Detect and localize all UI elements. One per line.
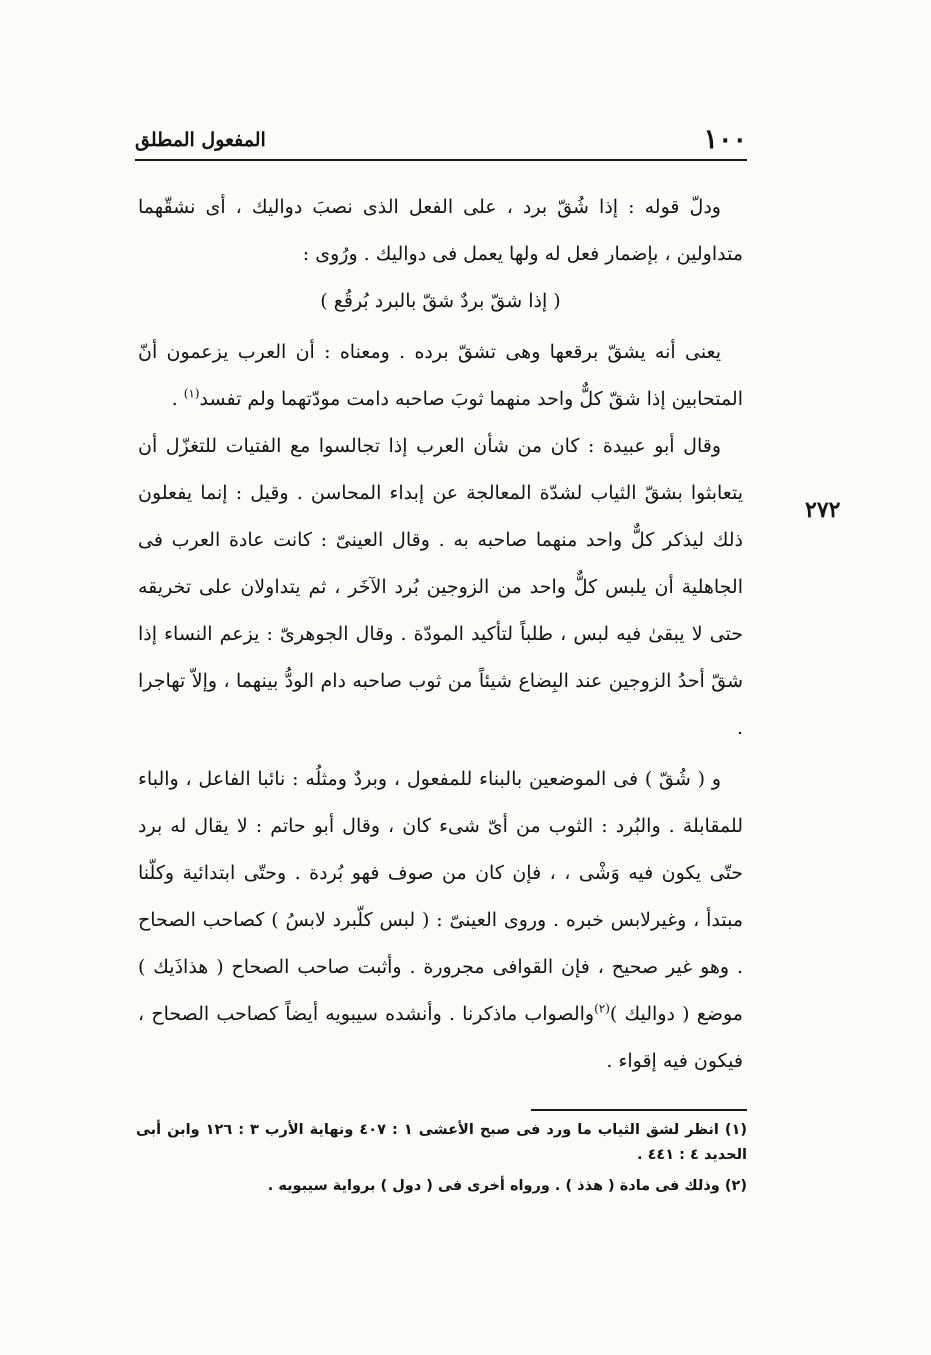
footnotes — [136, 1118, 747, 1205]
footnote-ref-2: (٢) — [594, 1001, 610, 1016]
page-number: ١٠٠ — [703, 124, 747, 155]
footnote-rule — [531, 1109, 747, 1111]
header-rule — [135, 159, 747, 161]
main-text — [138, 184, 743, 1085]
footnote-ref-1: (١) — [183, 386, 200, 401]
paragraph-1: ودلّ قوله : إذا شُقّ برد ، على الفعل الذى نصبَ دواليك ، أى نشقّهما متداولين ، بإضمار فعل له ولها يعمل فى دواليك . ورُوى : — [138, 196, 743, 265]
paragraph-3: وقال أبو عبيدة : كان من شأن العرب إذا تجالسوا مع الفتيات للتغزّل أن يتعابثوا بشقّ الثياب لشدّة المعالجة عن إبداء المحاسن . وقيل : إنما يفعلون ذلك ليذكر كلٌّ واحد منهما صاحبه به . وقال العينىّ : كانت عادة العرب فى الجاهلية أن يلبس كلٌّ واحد من الزوجين بُرد الآخَر ، ثم يتداولان على تخريقه حتى لا يبقىٰ فيه لبس ، طلباً لتأكيد المودّة . وقال الجوهرىّ : يزعم النساء إذا شقّ أحدُ الزوجين عند البِضاع شيئاً من ثوب صاحبه دام الودُّ بينهما ، وإلاّ تهاجرا . — [138, 435, 743, 739]
paragraph-2 — [138, 329, 743, 423]
paragraph-4 — [138, 756, 743, 1085]
page-header — [135, 122, 747, 158]
footnote-1: (١) انظر لشق الثياب ما ورد فى صبح الأعشى ١ : ٤٠٧ ونهاية الأرب ٣ : ١٢٦ وابن أبى الحديد ٤ : ٤٤١ . — [136, 1122, 747, 1163]
paragraph-4-text-a: و ( شُقّ ) فى الموضعين بالبناء للمفعول ، وبردٌ ومثلُه : نائبا الفاعل ، والباء للمقابلة . والبُرد : الثوب من أىّ شىء كان ، وقال أبو حاتم : لا يقال له برد حتّى يكون فيه وَشْى ، ، فإن كان من صوف فهو بُردة . وحتّى ابتدائية وكلّنا مبتدأ ، وغيرلابس خبره . وروى العينىّ : ( لبس كلّبرد لابسُ ) كصاحب الصحاح . وهو غير صحيح ، فإن القوافى مجرورة . وأثبت صاحب الصحاح ( هذاذَيك ) موضع ( دواليك ) — [138, 768, 743, 1025]
footnote-2: (٢) وذلك فى مادة ( هذذ ) . ورواه أخرى فى ( دول ) برواية سيبويه . — [267, 1178, 747, 1194]
paragraph-2-text: يعنى أنه يشقّ برقعها وهى تشقّ برده . ومعناه : أن العرب يزعمون أنّ المتحابين إذا شقّ كلٌّ واحد منهما ثوبَ صاحبه دامت مودّتهما ولم تفسد — [138, 341, 743, 410]
paragraph-4-text-b: والصواب ماذكرنا . وأنشده سيبويه أيضاً كصاحب الصحاح ، فيكون فيه إقواء . — [138, 1003, 743, 1072]
margin-reference-number: ٢٧٢ — [805, 497, 841, 523]
verse-quote: ( إذا شقّ بردٌ شقّ بالبرد بُرقُع ) — [320, 290, 561, 312]
paragraph-2-end: . — [171, 388, 184, 410]
running-title: المفعول المطلق — [135, 129, 266, 151]
